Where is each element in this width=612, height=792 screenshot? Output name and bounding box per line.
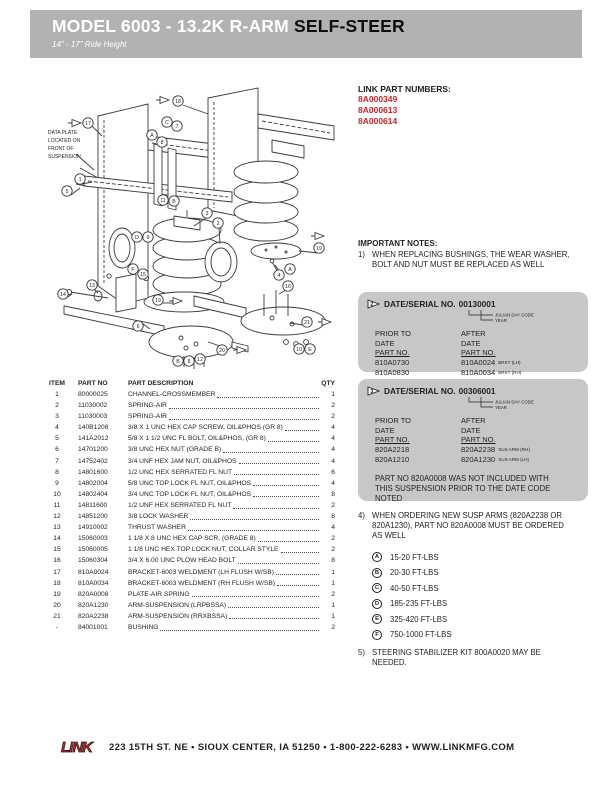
part-tag: SUS ARM (LH) bbox=[498, 456, 530, 462]
date-serial-box-2 bbox=[358, 379, 588, 501]
serial-title-row bbox=[367, 299, 579, 309]
torque-value: 325-420 FT-LBS bbox=[390, 614, 448, 624]
description-cell: CHANNEL-CROSSMEMBER bbox=[128, 391, 216, 398]
part-row bbox=[45, 400, 335, 411]
part-row bbox=[45, 444, 335, 455]
qty-cell: 2 bbox=[331, 402, 335, 410]
qty-cell: 2 bbox=[331, 590, 335, 598]
callout-balloon bbox=[133, 321, 143, 331]
dot-leader bbox=[258, 533, 319, 542]
after-part-number: 810A0024 bbox=[461, 357, 496, 367]
part-row bbox=[45, 589, 335, 600]
item-cell: 11 bbox=[53, 501, 61, 509]
svg-text:14: 14 bbox=[60, 291, 66, 298]
serial-box-note: PART NO 820A0008 WAS NOT INCLUDED WITH THIS SUSPENSION PRIOR TO THE DATE CODE NOTED bbox=[375, 473, 551, 503]
data-plate-line: DATA PLATE bbox=[48, 130, 78, 136]
part-row bbox=[45, 456, 335, 467]
svg-text:8: 8 bbox=[160, 139, 164, 146]
item-cell: 20 bbox=[53, 601, 61, 609]
col-qty: QTY bbox=[321, 380, 335, 387]
svg-text:20: 20 bbox=[219, 347, 225, 354]
part-row bbox=[45, 389, 335, 400]
parts-table-header bbox=[45, 378, 335, 389]
svg-text:2: 2 bbox=[216, 220, 220, 227]
item-cell: 13 bbox=[53, 524, 61, 532]
torque-flag-icon: B bbox=[372, 568, 382, 578]
date-serial-box-1 bbox=[358, 292, 588, 377]
qty-cell: 8 bbox=[331, 557, 335, 565]
partno-cell: 14801600 bbox=[78, 468, 108, 476]
part-row bbox=[45, 478, 335, 489]
data-plate-note bbox=[48, 130, 94, 170]
svg-text:3: 3 bbox=[205, 210, 209, 217]
callout-balloon bbox=[75, 174, 85, 184]
callout-balloon bbox=[217, 345, 227, 355]
qty-cell: 1 bbox=[331, 391, 335, 398]
after-part-number: 810A0034 bbox=[461, 367, 496, 377]
part-row bbox=[45, 555, 335, 566]
svg-text:3: 3 bbox=[370, 389, 374, 395]
callout-balloon bbox=[87, 280, 97, 290]
part-row bbox=[45, 411, 335, 422]
callout-balloon bbox=[128, 264, 138, 274]
part-row bbox=[45, 433, 335, 444]
link-part-numbers-heading: LINK PART NUMBERS: bbox=[358, 84, 451, 94]
svg-text:B: B bbox=[176, 358, 180, 365]
torque-spec-list bbox=[372, 552, 452, 645]
qty-cell: 2 bbox=[331, 413, 335, 421]
part-tag: BRKT (RH) bbox=[498, 369, 522, 375]
partno-cell: 80000025 bbox=[78, 391, 108, 398]
item-cell: 17 bbox=[53, 568, 61, 576]
svg-text:5: 5 bbox=[65, 188, 69, 195]
item-cell: 5 bbox=[55, 435, 59, 443]
qty-cell: 6 bbox=[331, 468, 335, 476]
partno-cell: 14802404 bbox=[78, 490, 108, 498]
partno-cell: 141A2012 bbox=[78, 435, 109, 443]
description-cell: 1 1/8 UNC HEX TOP LOCK NUT, COLLAR STYLE bbox=[128, 546, 279, 554]
torque-spec-row bbox=[372, 583, 452, 593]
description-cell: BRACKET-6003 WELDMENT (RH FLUSH W/SB) bbox=[128, 579, 276, 587]
callout-balloon bbox=[153, 295, 163, 305]
note-item-1 bbox=[358, 250, 572, 270]
description-cell: 5/8 UNC TOP LOCK FL NUT, OIL&PHOS bbox=[128, 479, 252, 487]
serial-row bbox=[375, 368, 579, 378]
qty-cell: 4 bbox=[331, 424, 335, 432]
model-title: MODEL 6003 - 13.2K R-ARM bbox=[52, 16, 294, 36]
part-row bbox=[45, 500, 335, 511]
partno-cell: 14811600 bbox=[78, 501, 108, 509]
flag-icon bbox=[367, 299, 381, 309]
footer bbox=[60, 738, 514, 756]
note-number: 5) bbox=[358, 648, 365, 657]
item-cell: 6 bbox=[55, 446, 59, 454]
description-cell: 3/8 UNC HEX NUT (GRADE B) bbox=[128, 446, 222, 454]
item-cell: 3 bbox=[55, 413, 59, 421]
diagram-svg bbox=[36, 80, 356, 380]
svg-text:YEAR: YEAR bbox=[495, 405, 507, 410]
flag-icon bbox=[311, 233, 324, 240]
link-part-numbers-list bbox=[358, 94, 588, 127]
partno-cell: 15060005 bbox=[78, 546, 108, 554]
svg-text:4: 4 bbox=[277, 272, 281, 279]
torque-spec-row bbox=[372, 630, 452, 640]
torque-spec-row bbox=[372, 552, 452, 562]
dot-leader bbox=[277, 578, 319, 587]
part-row bbox=[45, 544, 335, 555]
qty-cell: 8 bbox=[331, 490, 335, 498]
svg-text:LINK: LINK bbox=[61, 739, 92, 756]
svg-text:10: 10 bbox=[296, 346, 302, 353]
torque-value: 185-235 FT-LBS bbox=[390, 599, 448, 608]
serial-row bbox=[375, 358, 579, 368]
callout-balloon bbox=[172, 121, 182, 131]
svg-text:D: D bbox=[135, 234, 139, 241]
qty-cell: 4 bbox=[331, 446, 335, 454]
part-row bbox=[45, 567, 335, 578]
description-cell: SPRING-AIR bbox=[128, 413, 168, 421]
item-cell: 12 bbox=[53, 513, 61, 521]
torque-value: 15-20 FT-LBS bbox=[390, 552, 439, 562]
partno-cell: 14851200 bbox=[78, 513, 108, 521]
partno-cell: 11030003 bbox=[78, 413, 108, 421]
link-logo bbox=[60, 738, 102, 756]
svg-text:E: E bbox=[308, 346, 312, 353]
qty-cell: 1 bbox=[331, 612, 335, 620]
parts-table bbox=[45, 378, 335, 633]
callout-balloon bbox=[173, 356, 183, 366]
parts-rows bbox=[45, 389, 335, 633]
part-tag: BRKT (LH) bbox=[498, 359, 521, 365]
qty-cell: 4 bbox=[331, 435, 335, 443]
torque-flag-icon: F bbox=[372, 630, 382, 640]
dot-leader bbox=[268, 433, 319, 442]
serial-title-row bbox=[367, 386, 579, 396]
callout-balloon bbox=[294, 344, 304, 354]
callout-balloon bbox=[62, 186, 72, 196]
item-cell: 8 bbox=[55, 468, 59, 476]
link-part-number: 8A000349 bbox=[358, 94, 398, 104]
part-row bbox=[45, 622, 335, 633]
partno-cell: 140B1208 bbox=[78, 424, 109, 432]
part-row bbox=[45, 578, 335, 589]
footer-address: 223 15TH ST. NE • SIOUX CENTER, IA 51250 • 1-800-222-6283 • WWW.LINKMFG.COM bbox=[109, 741, 515, 753]
partno-cell: 810A0024 bbox=[78, 568, 109, 576]
svg-text:19: 19 bbox=[155, 297, 161, 304]
torque-value: 750-1000 FT-LBS bbox=[390, 630, 452, 639]
link-part-number: 8A000614 bbox=[358, 116, 398, 126]
item-cell: 1 bbox=[55, 391, 59, 398]
torque-flag-icon: E bbox=[372, 614, 382, 624]
part-row bbox=[45, 489, 335, 500]
svg-text:19: 19 bbox=[316, 245, 322, 252]
svg-text:18: 18 bbox=[175, 98, 181, 105]
qty-cell: 4 bbox=[331, 479, 335, 487]
serial-rows bbox=[367, 358, 579, 378]
description-cell: 3/8 LOCK WASHER bbox=[128, 513, 189, 521]
callout-balloon bbox=[305, 344, 315, 354]
description-cell: PLATE-AIR SPRING bbox=[128, 590, 190, 598]
svg-text:F: F bbox=[131, 266, 135, 273]
svg-text:A: A bbox=[150, 132, 154, 139]
page-title bbox=[52, 16, 582, 37]
after-part-number: 820A1230 bbox=[461, 454, 496, 464]
partno-cell: 14752402 bbox=[78, 457, 108, 465]
description-cell: 3/8 X 1 UNC HEX CAP SCREW, OIL&PHOS (GR 8) bbox=[128, 424, 283, 432]
dot-leader bbox=[217, 389, 319, 398]
callout-balloon bbox=[213, 218, 223, 228]
part-row bbox=[45, 511, 335, 522]
serial-row bbox=[375, 455, 579, 465]
col-partno: PART NO bbox=[78, 380, 108, 387]
callout-balloon bbox=[314, 243, 324, 253]
flag-icon bbox=[367, 386, 381, 396]
part-row bbox=[45, 522, 335, 533]
dot-leader bbox=[160, 622, 319, 631]
partno-cell: 820A1230 bbox=[78, 601, 109, 609]
torque-spec-row bbox=[372, 614, 452, 624]
dot-leader bbox=[239, 456, 319, 465]
flag-icon bbox=[156, 97, 169, 104]
partno-cell: 14910002 bbox=[78, 524, 108, 532]
partno-cell: 15060304 bbox=[78, 557, 108, 565]
dot-leader bbox=[169, 400, 319, 409]
qty-cell: 4 bbox=[331, 457, 335, 465]
callout-balloon bbox=[143, 232, 153, 242]
svg-text:16: 16 bbox=[285, 283, 291, 290]
qty-cell: 8 bbox=[331, 513, 335, 521]
prior-part-number: 810A0830 bbox=[375, 367, 410, 377]
partno-cell: 820A2238 bbox=[78, 612, 109, 620]
dot-leader bbox=[223, 444, 319, 453]
col-description: PART DESCRIPTION bbox=[128, 380, 194, 387]
description-cell: SPRING-AIR bbox=[128, 402, 168, 410]
partno-cell: 15060003 bbox=[78, 535, 108, 543]
dot-leader bbox=[233, 500, 319, 509]
ride-height-subtitle: 14" - 17" Ride Height bbox=[52, 40, 127, 49]
model-title-suffix: SELF-STEER bbox=[293, 16, 405, 36]
part-row bbox=[45, 533, 335, 544]
note-text: STEERING STABILIZER KIT 800A0020 MAY BE NEEDED. bbox=[372, 648, 541, 667]
qty-cell: 1 bbox=[331, 579, 335, 587]
qty-cell: 1 bbox=[331, 601, 335, 609]
description-cell: BRACKET-6003 WELDMENT (LH FLUSH W/SB) bbox=[128, 568, 274, 576]
item-cell: 16 bbox=[53, 557, 61, 565]
item-cell: 19 bbox=[53, 590, 61, 598]
serial-number: 00130001 bbox=[458, 299, 496, 309]
callout-balloon bbox=[162, 117, 172, 127]
callout-balloon bbox=[158, 195, 168, 205]
dot-leader bbox=[276, 567, 319, 576]
callout-balloon bbox=[202, 208, 212, 218]
svg-text:JULIAN DAY CODE: JULIAN DAY CODE bbox=[495, 312, 534, 318]
item-cell: 14 bbox=[53, 535, 61, 543]
dot-leader bbox=[228, 600, 319, 609]
after-part-number: 820A2238 bbox=[461, 444, 496, 454]
note-number: 4) bbox=[358, 511, 365, 520]
dot-leader bbox=[192, 589, 319, 598]
data-plate-line: FRONT OF bbox=[48, 146, 74, 152]
svg-text:YEAR: YEAR bbox=[495, 318, 507, 323]
important-notes-heading: IMPORTANT NOTES: bbox=[358, 239, 438, 248]
description-cell: 3/4 UNC TOP LOCK FL NUT, OIL&PHOS bbox=[128, 490, 252, 498]
link-part-number: 8A000613 bbox=[358, 105, 398, 115]
julian-day-code-note bbox=[463, 309, 583, 323]
description-cell: 3/4 UNF HEX JAM NUT, OIL&PHOS bbox=[128, 457, 237, 465]
flag-icon bbox=[68, 120, 81, 127]
item-cell: 18 bbox=[53, 579, 61, 587]
torque-value: 20-30 FT-LBS bbox=[390, 568, 439, 577]
description-cell: BUSHING bbox=[128, 623, 159, 631]
julian-day-code-note bbox=[463, 396, 583, 410]
svg-text:17: 17 bbox=[85, 120, 91, 127]
note-item-4 bbox=[358, 511, 574, 541]
torque-flag-icon: D bbox=[372, 599, 382, 609]
svg-text:21: 21 bbox=[304, 319, 310, 326]
dot-leader bbox=[238, 555, 319, 564]
torque-spec-row bbox=[372, 599, 452, 609]
partno-cell: 11030002 bbox=[78, 402, 108, 410]
item-cell: 2 bbox=[55, 402, 59, 410]
note-item-5 bbox=[358, 648, 574, 668]
air-spring-plate-right bbox=[251, 243, 301, 259]
data-plate-line: SUSPENSION bbox=[48, 154, 81, 160]
dot-leader bbox=[190, 511, 319, 520]
callout-balloon bbox=[147, 130, 157, 140]
callout-balloon bbox=[184, 356, 194, 366]
item-cell: 4 bbox=[55, 424, 59, 432]
serial-label: DATE/SERIAL NO. bbox=[384, 299, 456, 309]
item-cell: - bbox=[55, 623, 59, 631]
svg-text:8: 8 bbox=[187, 358, 191, 365]
qty-cell: 4 bbox=[331, 524, 335, 532]
description-cell: 1/2 UNF HEX SERRATED FL NUT bbox=[128, 501, 232, 509]
callout-balloon bbox=[132, 232, 142, 242]
part-row bbox=[45, 422, 335, 433]
svg-text:1: 1 bbox=[78, 176, 82, 183]
serial-column-headers: PRIOR TO DATE PART NO. AFTER DATE PART NO. bbox=[375, 329, 496, 357]
svg-text:9: 9 bbox=[146, 234, 150, 241]
description-cell: ARM-SUSPENSION (RRXBSSA) bbox=[128, 612, 228, 620]
callout-balloon bbox=[169, 196, 179, 206]
serial-number: 00306001 bbox=[458, 386, 496, 396]
svg-text:12: 12 bbox=[197, 356, 203, 363]
callout-balloon bbox=[58, 289, 68, 299]
dot-leader bbox=[229, 611, 319, 620]
partno-cell: 810A0034 bbox=[78, 579, 109, 587]
svg-text:15: 15 bbox=[140, 271, 146, 278]
prior-part-number: 820A2218 bbox=[375, 444, 410, 454]
svg-text:7: 7 bbox=[175, 123, 179, 130]
torque-value: 40-50 FT-LBS bbox=[390, 583, 439, 593]
partno-cell: 820A0008 bbox=[78, 590, 109, 598]
description-cell: 1 1/8 X 8 UNC HEX CAP SCR, (GRADE 8) bbox=[128, 535, 256, 543]
serial-label: DATE/SERIAL NO. bbox=[384, 386, 456, 396]
qty-cell: 2 bbox=[331, 546, 335, 554]
qty-cell: 2 bbox=[331, 623, 335, 631]
note-text: WHEN ORDERING NEW SUSP ARMS (820A2238 OR 820A1230), PART NO 820A0008 MUST BE ORDERED AS WELL bbox=[372, 511, 564, 540]
part-row bbox=[45, 467, 335, 478]
description-cell: 3/4 X 6.00 UNC PLOW HEAD BOLT bbox=[128, 557, 236, 565]
callout-balloon bbox=[283, 281, 293, 291]
item-cell: 15 bbox=[53, 546, 61, 554]
callout-balloon bbox=[157, 137, 167, 147]
part-row bbox=[45, 611, 335, 622]
description-cell: 1/2 UNC HEX SERRATED FL NUT bbox=[128, 468, 233, 476]
description-cell: 5/8 X 1 1/2 UNC FL BOLT, OIL&PHOS, (GR 8) bbox=[128, 435, 266, 443]
svg-text:2: 2 bbox=[370, 302, 374, 308]
serial-row bbox=[375, 445, 579, 455]
qty-cell: 1 bbox=[331, 568, 335, 576]
torque-flag-icon: A bbox=[372, 552, 382, 562]
dot-leader bbox=[169, 411, 319, 420]
data-plate-line: LOCATED ON bbox=[48, 138, 81, 144]
link-part-numbers-section bbox=[358, 84, 588, 127]
torque-spec-row bbox=[372, 568, 452, 578]
callout-balloon bbox=[138, 269, 148, 279]
dot-leader bbox=[285, 422, 319, 431]
callout-balloon bbox=[83, 118, 93, 128]
item-cell: 21 bbox=[53, 612, 61, 620]
qty-cell: 2 bbox=[331, 501, 335, 509]
svg-text:C: C bbox=[165, 119, 169, 126]
callout-balloon bbox=[195, 354, 205, 364]
dot-leader bbox=[253, 489, 319, 498]
dot-leader bbox=[253, 478, 319, 487]
item-cell: 7 bbox=[55, 457, 59, 465]
svg-text:B: B bbox=[172, 198, 176, 205]
partno-cell: 14802004 bbox=[78, 479, 108, 487]
svg-text:13: 13 bbox=[89, 282, 95, 289]
dot-leader bbox=[188, 522, 319, 531]
partno-cell: 84001001 bbox=[78, 623, 108, 631]
serial-column-headers: PRIOR TO DATE PART NO. AFTER DATE PART NO. bbox=[375, 416, 496, 444]
description-cell: THRUST WASHER bbox=[128, 524, 186, 532]
partno-cell: 14701200 bbox=[78, 446, 108, 454]
item-cell: 9 bbox=[55, 479, 59, 487]
callout-balloon bbox=[274, 270, 284, 280]
dot-leader bbox=[281, 544, 319, 553]
callout-balloon bbox=[285, 264, 295, 274]
note-number: 1) bbox=[358, 250, 365, 259]
qty-cell: 2 bbox=[331, 535, 335, 543]
description-cell: ARM-SUSPENSION (LRPBSSA) bbox=[128, 601, 227, 609]
exploded-diagram bbox=[36, 80, 356, 380]
prior-part-number: 810A0730 bbox=[375, 357, 410, 367]
prior-part-number: 820A1210 bbox=[375, 454, 410, 464]
svg-text:JULIAN DAY CODE: JULIAN DAY CODE bbox=[495, 399, 534, 405]
callout-balloon bbox=[173, 96, 183, 106]
callout-balloon bbox=[302, 317, 312, 327]
dot-leader bbox=[234, 467, 319, 476]
part-row bbox=[45, 600, 335, 611]
serial-rows bbox=[367, 445, 579, 465]
part-tag: SUS ARM (RH) bbox=[498, 446, 530, 452]
header-bar bbox=[30, 10, 582, 58]
torque-flag-icon: C bbox=[372, 583, 382, 593]
svg-text:A: A bbox=[288, 266, 292, 273]
svg-text:11: 11 bbox=[160, 197, 166, 204]
note-text: WHEN REPLACING BUSHINGS, THE WEAR WASHER, BOLT AND NUT MUST BE REPLACED AS WELL bbox=[372, 250, 570, 269]
svg-text:6: 6 bbox=[136, 323, 140, 330]
item-cell: 10 bbox=[53, 490, 61, 498]
col-item: ITEM bbox=[49, 380, 65, 387]
